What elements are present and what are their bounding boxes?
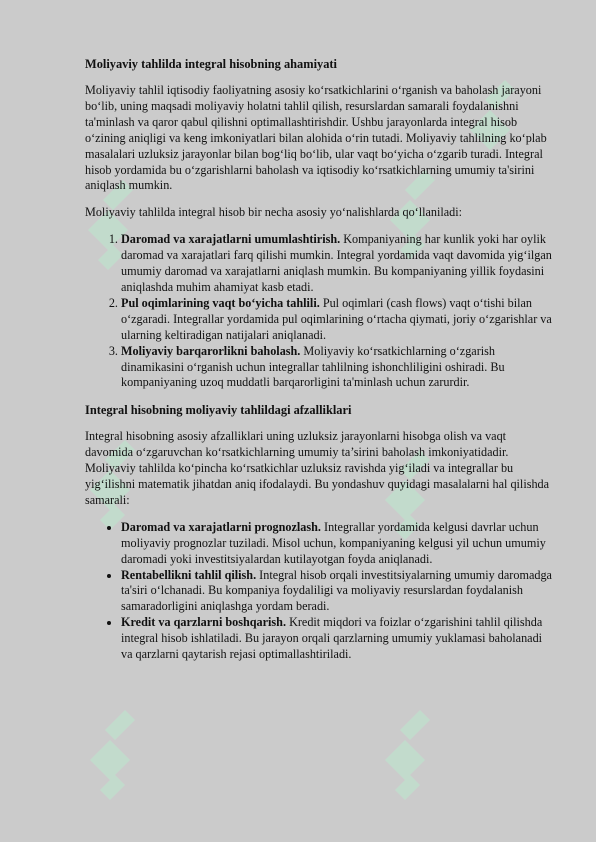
numbered-list <box>85 232 555 391</box>
section-heading: Moliyaviy tahlilda integral hisobning ahamiyati <box>85 57 337 71</box>
paragraph: Moliyaviy tahlilda integral hisob bir necha asosiy yo‘nalishlarda qo‘llaniladi: <box>85 205 463 220</box>
list-item <box>121 344 555 392</box>
paragraph: Moliyaviy tahlil iqtisodiy faoliyatning asosiy ko‘rsatkichlarini o‘rganish va baholash jarayoni bo‘lib, uning maqsadi moliyaviy holatni tahlil qilish, resurslardan samarali foydalanishni ta'minlash va qaror qabul qilishni optimallashtirishdir. Ushbu jarayonlarda integral hisob o‘zining aniqligi va keng imkoniyatlari bilan alohida o‘rin tutadi. Moliyaviy tahlilning ko‘plab masalalari uzluksiz jarayonlar bilan bog‘liq bo‘lib, ular vaqt bo‘yicha o‘zgarib turadi. Integral hisob yordamida bu o‘zgarishlarni baholash va iqtisodiy ko‘rsatkichlarning umumiy ta'sirini aniqlash mumkin. <box>85 83 547 193</box>
list-item-title: Daromad va xarajatlarni umumlashtirish. <box>121 232 341 247</box>
paragraph: Integral hisobning asosiy afzalliklari uning uzluksiz jarayonlarni hisobga olish va vaqt davomida o‘zgaruvchan ko‘rsatkichlarning umumiy ta’sirini baholash imkoniyatidadir. Moliyaviy tahlilda ko‘pincha ko‘rsatkichlar uzluksiz ravishda yig‘iladi va integrallar bu yig‘ilishni matematik jihatdan aniq ifodalaydi. Bu yondashuv quyidagi masalalarni hal qilishda samarali: <box>85 429 550 507</box>
list-item-text: Integrallar yordamida kelgusi davrlar uchun moliyaviy prognozlar tuziladi. Misol uchun, kompaniyaning kelgusi yil uchun umumiy daromadi yoki investitsiyalardan kutilayotgan foyda aniqlanadi. <box>121 519 546 566</box>
list-item-title: Pul oqimlarining vaqt bo‘yicha tahlili. <box>121 295 320 310</box>
list-item <box>121 568 555 616</box>
list-item-text: Kredit miqdori va foizlar o‘zgarishini tahlil qilishda integral hisob ishlatiladi. Bu jarayon orqali qarzlarning umumiy yuklamasi baholanadi va qarzlarni qaytarish rejasi optimallashtiriladi. <box>121 615 543 662</box>
list-item-title: Moliyaviy barqarorlikni baholash. <box>121 343 301 358</box>
list-item-text: Moliyaviy ko‘rsatkichlarning o‘zgarish dinamikasini o‘rganish uchun integrallar tahlilning ishonchliligini oshiradi. Bu kompaniyaning uzoq muddatli barqarorligini ta'minlash uchun zarurdir. <box>121 343 505 390</box>
list-item-title: Kredit va qarzlarni boshqarish. <box>121 615 287 630</box>
list-item-text: Kompaniyaning har kunlik yoki har oylik daromad va xarajatlari farq qilishi mumkin. Integral yordamida vaqt davomida yig‘ilgan umumiy daromad va xarajatlarni aniqlash mumkin. Bu kompaniyaning yillik foydasini aniqlashda muhim ahamiyat kasb etadi. <box>121 232 552 294</box>
list-item <box>121 615 555 663</box>
list-item-text: Pul oqimlari (cash flows) vaqt o‘tishi bilan o‘zgaradi. Integrallar yordamida pul oqimlarining o‘rtacha qiymati, joriy o‘zgarishlar va ularning keltiradigan natijalari aniqlanadi. <box>121 295 552 342</box>
list-item <box>121 232 555 296</box>
list-item <box>121 296 555 344</box>
leaf-watermark-icon <box>80 690 140 810</box>
list-item-text: Integral hisob orqali investitsiyalarning umumiy daromadga ta'siri o‘lchanadi. Bu kompaniya foydaliligi va moliyaviy resurslardan foydalanish samaradorligini aniqlashga yordam beradi. <box>121 567 552 614</box>
list-item-title: Rentabellikni tahlil qilish. <box>121 567 257 582</box>
leaf-watermark-icon <box>375 690 435 810</box>
document-body <box>85 56 555 674</box>
list-item-title: Daromad va xarajatlarni prognozlash. <box>121 519 321 534</box>
list-item <box>121 520 555 568</box>
section-heading: Integral hisobning moliyaviy tahlildagi afzalliklari <box>85 403 352 418</box>
bullet-list <box>85 520 555 663</box>
